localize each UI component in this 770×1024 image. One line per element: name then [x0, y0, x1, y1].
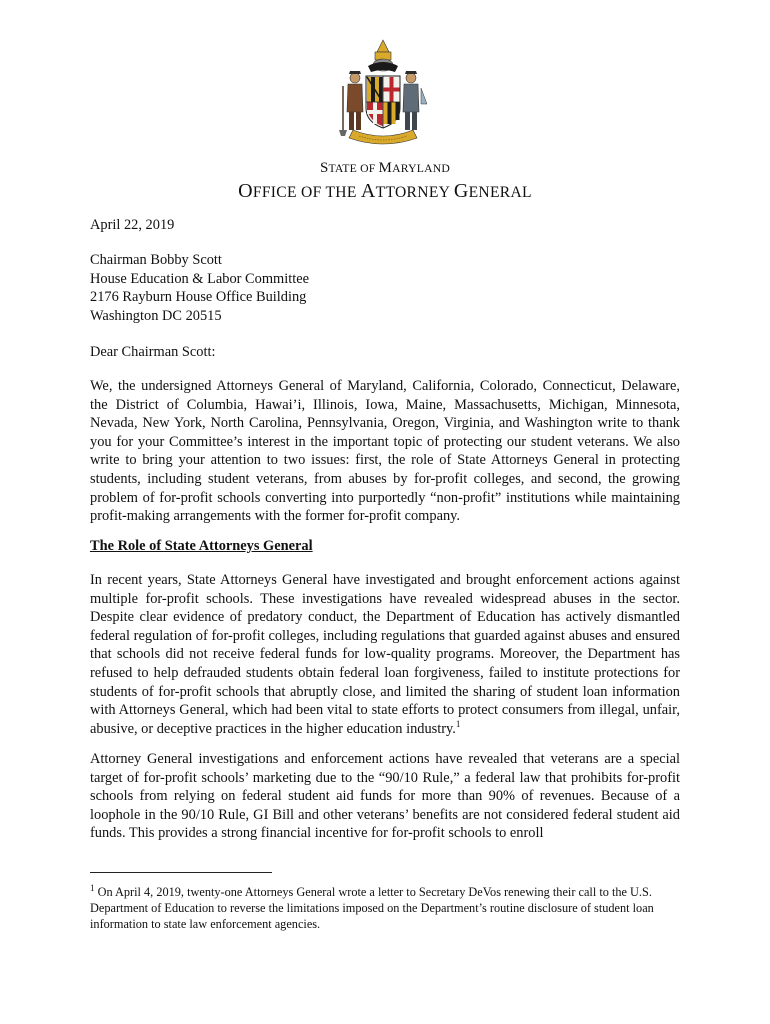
seal-left-figure — [339, 71, 363, 136]
recipient-address — [90, 251, 680, 325]
section-heading: The Role of State Attorneys General — [90, 538, 313, 554]
recipient-committee: House Education & Labor Committee — [90, 270, 310, 287]
footnote — [90, 884, 680, 932]
paragraph-introduction: We, the undersigned Attorneys General of Maryland, California, Colorado, Connecticut, Delaware, the District of Columbia, Hawai’i, Illinois, Iowa, Maine, Massachusetts, Michigan, Minnesota, Nevada, New York, North Carolina, Pennsylvania, Oregon, Virginia, and Washington write to thank you for your Committee’s interest in the important topic of protecting our student veterans. We also write to bring your attention to two issues: first, the role of State Attorneys General in protecting students, including student veterans, from abuses by for-profit colleges, and second, the growing problem of for-profit schools converting into purportedly “non-profit” institutions while maintaining profit-making arrangements with the former for-profit company. — [90, 378, 680, 525]
header-state-name: STATE OF MARYLAND — [319, 160, 450, 176]
seal-shield — [366, 76, 400, 128]
seal-right-figure — [403, 71, 427, 130]
recipient-name: Chairman Bobby Scott — [90, 252, 222, 268]
footnote-mark: 1 — [90, 882, 95, 893]
header-office-name: OFFICE OF THE ATTORNEY GENERAL — [238, 180, 532, 202]
letter-date: April 22, 2019 — [90, 217, 175, 233]
seal-crest — [368, 40, 398, 72]
recipient-building: 2176 Rayburn House Office Building — [90, 289, 307, 306]
paragraph-90-10-rule: Attorney General investigations and enforcement actions have revealed that veterans are a special target of for-profit schools’ marketing due to the “90/10 Rule,” a federal law that prohibits for-profit schools from relying on federal student aid funds for more than 90% of revenues. Because of a loophole in the 90/10 Rule, GI Bill and other veterans’ benefits are not considered federal student aid funds. This provides a strong financial incentive for for-profit schools to enroll — [90, 751, 680, 842]
paragraph-role-of-ags-text: In recent years, State Attorneys General have investigated and brought enforcement actions against multiple for-profit schools. These investigations have revealed widespread abuses in the sector. Despite clear evidence of predatory conduct, the Department of Education has actively dismantled federal regulation of for-profit colleges, including regulations that guarded against abuses and ensured that schools did not receive federal funds for low-quality programs. Moreover, the Department has refused to help defrauded students obtain federal loan forgiveness, failed to institute protections for students of for-profit schools that abruptly close, and limited the sharing of student loan information with Attorneys General, which had been vital to state efforts to protect consumers from illegal, unfair, abusive, or deceptive practices in the higher education industry. — [90, 572, 680, 737]
footnote-reference[interactable]: 1 — [455, 718, 461, 729]
paragraph-role-of-ags — [90, 571, 680, 738]
footnote-divider — [90, 872, 272, 873]
seal-motto-ribbon — [349, 130, 417, 144]
recipient-city: Washington DC 20515 — [90, 307, 222, 324]
footnote-text: On April 4, 2019, twenty-one Attorneys General wrote a letter to Secretary DeVos renewing their call to the U.S. Department of Education to reverse the limitations imposed on the Department’s routine disclosure of student loan information to state law enforcement agencies. — [90, 885, 654, 931]
salutation: Dear Chairman Scott: — [90, 344, 216, 360]
maryland-state-seal-icon — [333, 38, 433, 146]
